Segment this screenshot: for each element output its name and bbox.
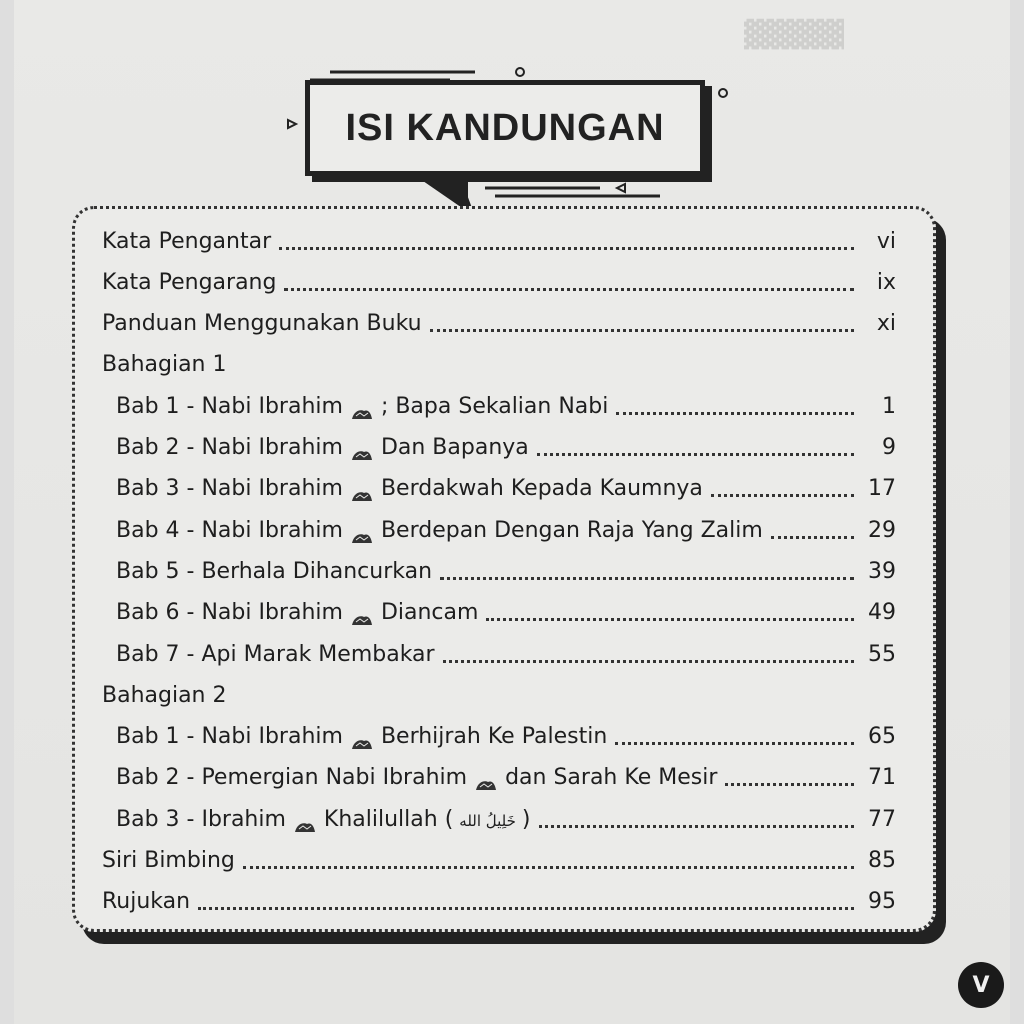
toc-entry-page: 77 <box>868 806 896 832</box>
honorific-calligraphy-icon <box>351 731 373 743</box>
dot-leader <box>486 618 854 621</box>
dot-leader <box>198 907 854 910</box>
toc-entry-title: Bab 1 - Nabi Ibrahim <box>116 393 343 419</box>
toc-entry-label <box>102 352 227 377</box>
toc-entry-page: 9 <box>882 435 896 460</box>
toc-entry-page: 17 <box>868 476 896 502</box>
toc-entry-page: 71 <box>868 765 896 791</box>
toc-entry-label <box>116 518 763 543</box>
toc-entry-label <box>116 765 717 790</box>
toc-entry-title: Bab 6 - Nabi Ibrahim <box>116 600 343 626</box>
toc-entry-label <box>116 559 432 584</box>
dot-leader <box>725 783 854 786</box>
toc-entry-title: Siri Bimbing <box>102 848 235 873</box>
toc-entry-title: Kata Pengantar <box>102 228 272 254</box>
toc-entry <box>116 635 896 673</box>
toc-entry-title: Bab 3 - Ibrahim <box>116 806 286 832</box>
toc-entry <box>116 718 896 756</box>
toc-entry-label <box>116 724 607 749</box>
dot-leader <box>430 329 854 332</box>
honorific-calligraphy-icon <box>351 525 373 537</box>
title-banner <box>305 80 705 176</box>
toc-entry-title-suffix: Berhijrah Ke Palestin <box>380 724 608 750</box>
toc-entry <box>102 346 896 384</box>
toc-entry-label <box>102 848 235 873</box>
honorific-calligraphy-icon <box>475 772 497 784</box>
honorific-calligraphy-icon <box>351 483 373 495</box>
dot-leader <box>539 825 854 828</box>
toc-entry-page: vi <box>876 228 896 254</box>
dot-leader <box>537 453 854 456</box>
toc-entry-label <box>116 600 478 625</box>
toc-entry <box>116 759 896 797</box>
toc-entry-label <box>116 642 435 667</box>
toc-entry <box>116 387 896 425</box>
dot-leader <box>243 866 854 869</box>
toc-entry-label <box>116 435 529 460</box>
toc-entry-page: 95 <box>868 889 896 915</box>
toc-entry-title: Bab 2 - Pemergian Nabi Ibrahim <box>116 765 468 791</box>
toc-entry <box>102 883 896 921</box>
toc-entry-title-suffix: Diancam <box>380 600 479 626</box>
page-number-badge <box>958 962 1004 1008</box>
toc-entry-page: 49 <box>868 600 896 626</box>
toc-entry-title: Bahagian 2 <box>102 682 227 708</box>
toc-entry <box>102 263 896 301</box>
bleed-through: ▓▓▓▓▓ <box>744 20 844 50</box>
dot-leader <box>284 288 854 291</box>
dot-leader <box>616 412 854 415</box>
toc-entry-page: 65 <box>868 724 896 750</box>
toc-entry <box>116 429 896 467</box>
dot-leader <box>615 742 854 745</box>
toc-entry-label <box>102 889 190 914</box>
toc-entry <box>102 222 896 260</box>
toc-entry-title: Bab 2 - Nabi Ibrahim <box>116 435 343 460</box>
dot-leader <box>279 247 854 250</box>
toc-entry-title: Bab 1 - Nabi Ibrahim <box>116 724 343 750</box>
honorific-calligraphy-icon <box>351 607 373 619</box>
toc-entry-title: Panduan Menggunakan Buku <box>102 311 422 337</box>
toc-entry-page: 29 <box>868 517 896 543</box>
toc-entry-title: Rujukan <box>102 889 191 915</box>
toc-entry-title-suffix: Berdakwah Kepada Kaumnya <box>380 476 703 502</box>
toc-entry-label <box>102 311 422 336</box>
toc-entry-title: Bab 7 - Api Marak Membakar <box>116 641 435 667</box>
toc-entry-title-suffix: Berdepan Dengan Raja Yang Zalim <box>380 517 763 543</box>
toc-entry-title: Bab 4 - Nabi Ibrahim <box>116 517 343 543</box>
toc-entry-title: Bab 5 - Berhala Dihancurkan <box>116 558 433 584</box>
dot-leader <box>440 577 854 580</box>
toc-entry-page: 39 <box>868 558 896 584</box>
toc-entry-label <box>116 476 703 501</box>
toc-entry <box>116 800 896 838</box>
toc-entry-title-suffix: Dan Bapanya <box>380 435 529 460</box>
toc-entry-title-suffix: ; Bapa Sekalian Nabi <box>380 393 609 419</box>
toc-entry-label <box>102 683 227 708</box>
toc-entry-title-suffix: dan Sarah Ke Mesir <box>505 765 718 791</box>
toc-entry-title-suffix: Khalilullah ( <box>323 806 454 832</box>
toc-entry <box>116 511 896 549</box>
toc-entry-page: xi <box>876 311 896 337</box>
honorific-calligraphy-icon <box>351 442 373 454</box>
page-title: ISI KANDUNGAN <box>345 106 665 149</box>
toc-entry-label <box>116 807 531 832</box>
honorific-calligraphy-icon <box>351 401 373 413</box>
toc-entry <box>102 676 896 714</box>
toc-entry-page: 55 <box>868 641 896 667</box>
toc-entry-title: Bahagian 1 <box>102 352 227 378</box>
toc-entry-label <box>116 394 608 419</box>
toc-entry-label <box>102 229 271 254</box>
page-number: V <box>972 972 990 998</box>
toc-entry-page: 85 <box>868 848 896 873</box>
toc-entry-title: Kata Pengarang <box>102 269 277 295</box>
toc-entry-arabic: خَلِيلُ الله <box>459 811 516 830</box>
toc-entry <box>102 842 896 880</box>
toc-entry-page: 1 <box>882 393 896 419</box>
toc-entry-title-end: ) <box>521 806 531 832</box>
toc-entry <box>116 470 896 508</box>
toc-entry <box>116 594 896 632</box>
dot-leader <box>443 660 854 663</box>
toc-entry-label <box>102 270 276 295</box>
toc-entry-page: ix <box>876 269 896 295</box>
dot-leader <box>711 494 854 497</box>
toc-entry-title: Bab 3 - Nabi Ibrahim <box>116 476 343 502</box>
toc-entry <box>102 305 896 343</box>
dot-leader <box>771 536 854 539</box>
honorific-calligraphy-icon <box>294 814 316 826</box>
toc-entry <box>116 552 896 590</box>
